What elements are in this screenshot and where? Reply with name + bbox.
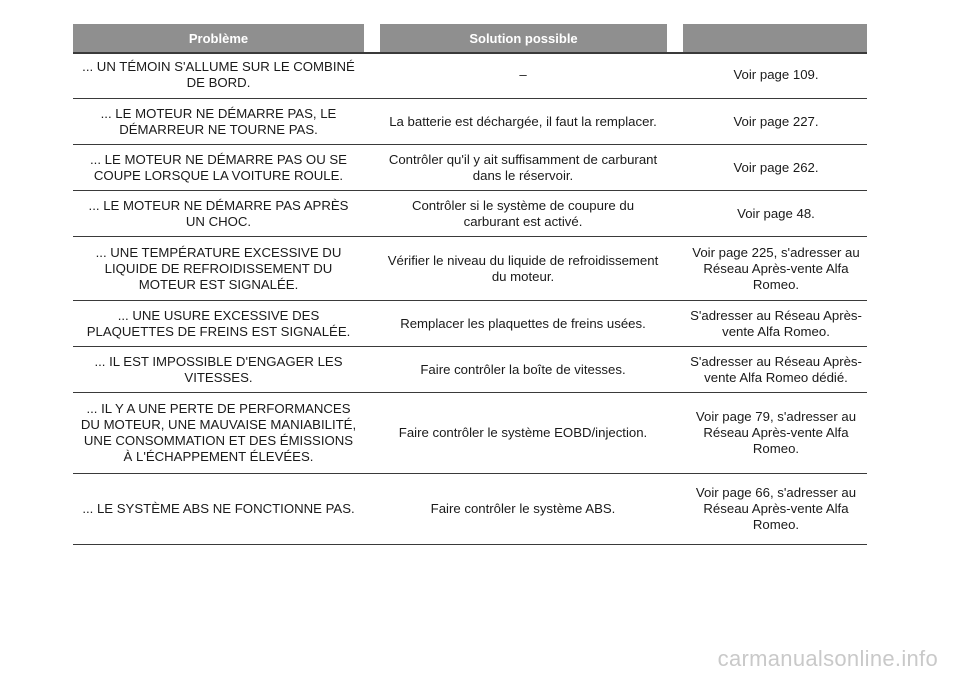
reference-cell bbox=[679, 347, 873, 392]
solution-cell bbox=[377, 237, 669, 300]
table-row bbox=[73, 145, 867, 191]
solution-cell-line: Contrôler qu'il y ait suffisamment de carburant bbox=[388, 151, 658, 167]
problem-cell bbox=[65, 145, 372, 190]
table-body bbox=[73, 52, 867, 545]
problem-cell-line: À L'ÉCHAPPEMENT ÉLEVÉES. bbox=[123, 449, 314, 464]
problem-cell bbox=[65, 99, 372, 144]
table-row bbox=[73, 301, 867, 347]
solution-cell-line: Faire contrôler le système EOBD/injection. bbox=[398, 425, 648, 440]
reference-cell-line: vente Alfa Romeo. bbox=[722, 323, 830, 339]
solution-cell-line: Vérifier le niveau du liquide de refroidissement bbox=[387, 252, 659, 268]
solution-cell-line: – bbox=[519, 67, 527, 82]
problem-cell-line: PLAQUETTES DE FREINS EST SIGNALÉE. bbox=[86, 323, 351, 339]
problem-cell bbox=[65, 347, 372, 392]
solution-cell-line: Remplacer les plaquettes de freins usées. bbox=[400, 315, 646, 331]
reference-cell-line: Voir page 225, s'adresser au bbox=[692, 244, 860, 260]
reference-cell-line: Romeo. bbox=[752, 517, 800, 532]
problem-cell-line: ... LE MOTEUR NE DÉMARRE PAS, LE bbox=[100, 105, 337, 121]
problem-cell-line: DU MOTEUR, UNE MAUVAISE MANIABILITÉ, bbox=[80, 417, 357, 432]
solution-cell-line: La batterie est déchargée, il faut la remplacer. bbox=[389, 113, 657, 129]
header-solution: Solution possible bbox=[380, 24, 667, 52]
problem-cell-line: ... UNE USURE EXCESSIVE DES bbox=[117, 307, 320, 323]
problem-cell-line: ... IL EST IMPOSSIBLE D'ENGAGER LES bbox=[94, 353, 343, 369]
solution-cell bbox=[377, 474, 669, 544]
problem-cell-line: ... LE MOTEUR NE DÉMARRE PAS OU SE bbox=[90, 151, 347, 167]
reference-cell bbox=[679, 99, 873, 144]
reference-cell-line: Romeo. bbox=[752, 276, 800, 292]
reference-cell-line: Réseau Après-vente Alfa bbox=[703, 501, 849, 516]
problem-cell-line: ... LE MOTEUR NE DÉMARRE PAS APRÈS bbox=[88, 197, 349, 213]
table-row bbox=[73, 393, 867, 474]
troubleshooting-table bbox=[73, 24, 867, 545]
problem-cell-line: UNE CONSOMMATION ET DES ÉMISSIONS bbox=[83, 433, 354, 448]
solution-cell-line: Faire contrôler le système ABS. bbox=[430, 501, 616, 516]
reference-cell bbox=[679, 52, 873, 98]
reference-cell-line: S'adresser au Réseau Après- bbox=[690, 307, 862, 323]
problem-cell-line: COUPE LORSQUE LA VOITURE ROULE. bbox=[93, 167, 344, 183]
problem-cell bbox=[65, 237, 372, 300]
problem-cell-line: ... LE SYSTÈME ABS NE FONCTIONNE PAS. bbox=[82, 501, 355, 516]
table-row bbox=[73, 474, 867, 545]
header-problem: Problème bbox=[73, 24, 364, 52]
reference-cell-line: Voir page 66, s'adresser au bbox=[695, 485, 857, 500]
solution-cell bbox=[377, 301, 669, 346]
solution-cell bbox=[377, 191, 669, 236]
table-row bbox=[73, 52, 867, 99]
reference-cell bbox=[679, 145, 873, 190]
reference-cell-line: Romeo. bbox=[752, 441, 800, 456]
site-watermark: carmanualsonline.info bbox=[717, 646, 938, 671]
problem-cell-line: UN CHOC. bbox=[185, 213, 252, 229]
reference-cell bbox=[679, 237, 873, 300]
solution-cell-line: Contrôler si le système de coupure du bbox=[411, 197, 635, 213]
table-row bbox=[73, 237, 867, 301]
reference-cell-line: Voir page 79, s'adresser au bbox=[695, 409, 857, 424]
problem-cell-line: VITESSES. bbox=[184, 369, 253, 385]
solution-cell-line: dans le réservoir. bbox=[472, 167, 574, 183]
reference-cell bbox=[679, 301, 873, 346]
problem-cell-line: DÉMARREUR NE TOURNE PAS. bbox=[119, 121, 318, 137]
reference-cell bbox=[679, 191, 873, 236]
table-row bbox=[73, 99, 867, 145]
reference-cell-line: Voir page 48. bbox=[737, 205, 815, 221]
table-row bbox=[73, 191, 867, 237]
problem-cell bbox=[65, 52, 372, 98]
reference-cell-line: S'adresser au Réseau Après- bbox=[690, 353, 862, 369]
table-header bbox=[73, 24, 867, 52]
header-reference bbox=[683, 24, 867, 52]
solution-cell bbox=[377, 52, 669, 98]
reference-cell bbox=[679, 393, 873, 473]
problem-cell-line: ... IL Y A UNE PERTE DE PERFORMANCES bbox=[86, 401, 351, 416]
table-row bbox=[73, 347, 867, 393]
problem-cell bbox=[65, 191, 372, 236]
solution-cell bbox=[377, 393, 669, 473]
reference-cell-line: Réseau Après-vente Alfa bbox=[703, 425, 849, 440]
problem-cell bbox=[65, 301, 372, 346]
reference-cell-line: vente Alfa Romeo dédié. bbox=[704, 369, 848, 385]
problem-cell-line: ... UNE TEMPÉRATURE EXCESSIVE DU bbox=[95, 244, 342, 260]
problem-cell bbox=[65, 393, 372, 473]
problem-cell-line: DE BORD. bbox=[186, 75, 251, 90]
solution-cell bbox=[377, 347, 669, 392]
solution-cell-line: du moteur. bbox=[491, 268, 555, 284]
reference-cell-line: Voir page 109. bbox=[733, 67, 819, 82]
problem-cell bbox=[65, 474, 372, 544]
solution-cell-line: Faire contrôler la boîte de vitesses. bbox=[420, 361, 626, 377]
solution-cell bbox=[377, 99, 669, 144]
solution-cell bbox=[377, 145, 669, 190]
solution-cell-line: carburant est activé. bbox=[463, 213, 583, 229]
problem-cell-line: ... UN TÉMOIN S'ALLUME SUR LE COMBINÉ bbox=[82, 59, 355, 74]
reference-cell-line: Voir page 227. bbox=[733, 113, 819, 129]
problem-cell-line: MOTEUR EST SIGNALÉE. bbox=[138, 276, 299, 292]
problem-cell-line: LIQUIDE DE REFROIDISSEMENT DU bbox=[104, 260, 333, 276]
reference-cell-line: Voir page 262. bbox=[733, 159, 819, 175]
reference-cell-line: Réseau Après-vente Alfa bbox=[703, 260, 849, 276]
reference-cell bbox=[679, 474, 873, 544]
